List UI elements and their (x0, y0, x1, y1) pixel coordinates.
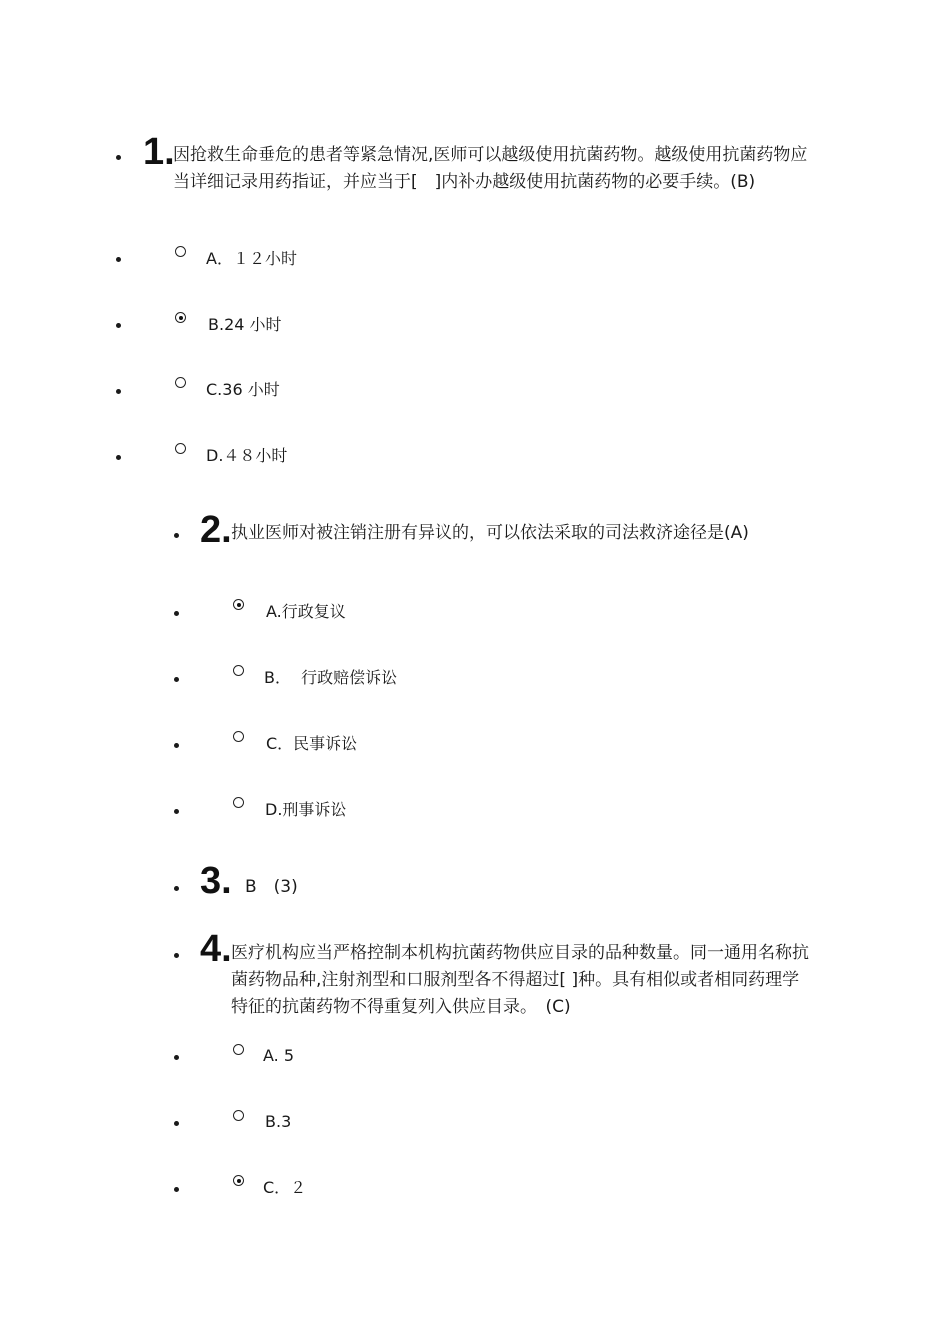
list-bullet (116, 323, 121, 328)
list-bullet (174, 953, 179, 958)
list-bullet (174, 611, 179, 616)
radio-button-selected[interactable] (175, 312, 186, 323)
option-label: C．２ (263, 1178, 307, 1197)
option-label: B.24 小时 (208, 315, 282, 334)
list-bullet (116, 257, 121, 262)
option-label: D.４８小时 (206, 446, 288, 465)
radio-button[interactable] (233, 665, 244, 676)
radio-button[interactable] (175, 443, 186, 454)
list-bullet (174, 533, 179, 538)
list-bullet (116, 389, 121, 394)
question-text: 因抢救生命垂危的患者等紧急情况,医师可以越级使用抗菌药物。越级使用抗菌药物应当详细记录用药指证，并应当于[ ]内补办越级使用抗菌药物的必要手续。(B) (173, 145, 808, 192)
list-bullet (116, 155, 121, 160)
radio-button[interactable] (233, 1110, 244, 1121)
list-bullet (174, 886, 179, 891)
question-number: 1. (143, 131, 175, 173)
question-number: 2. (200, 509, 232, 551)
list-bullet (174, 677, 179, 682)
option-label: B． 行政赔偿诉讼 (264, 668, 398, 687)
option-label: C．民事诉讼 (266, 734, 358, 753)
radio-button[interactable] (175, 377, 186, 388)
question-text: B (3) (245, 877, 298, 897)
list-bullet (174, 1121, 179, 1126)
radio-button-selected[interactable] (233, 599, 244, 610)
option-label: C.36 小时 (206, 380, 280, 399)
radio-button[interactable] (175, 246, 186, 257)
option-label: A.行政复议 (266, 602, 346, 621)
list-bullet (116, 455, 121, 460)
radio-button[interactable] (233, 797, 244, 808)
option-label: B.3 (265, 1112, 292, 1131)
question-number: 4. (200, 928, 232, 970)
option-label: D.刑事诉讼 (265, 800, 347, 819)
list-bullet (174, 809, 179, 814)
list-bullet (174, 1187, 179, 1192)
radio-button[interactable] (233, 731, 244, 742)
radio-button-selected[interactable] (233, 1175, 244, 1186)
question-number: 3. (200, 860, 232, 902)
radio-button[interactable] (233, 1044, 244, 1055)
list-bullet (174, 743, 179, 748)
option-label: A．１２小时 (206, 249, 297, 268)
list-bullet (174, 1055, 179, 1060)
option-label: A. 5 (263, 1046, 295, 1065)
question-text: 医疗机构应当严格控制本机构抗菌药物供应目录的品种数量。同一通用名称抗菌药物品种,注射剂型和口服剂型各不得超过[ ]种。具有相似或者相同药理学特征的抗菌药物不得重复列入供应目录。 (C) (231, 943, 809, 1017)
question-text: 执业医师对被注销注册有异议的，可以依法采取的司法救济途径是(A) (231, 523, 749, 543)
